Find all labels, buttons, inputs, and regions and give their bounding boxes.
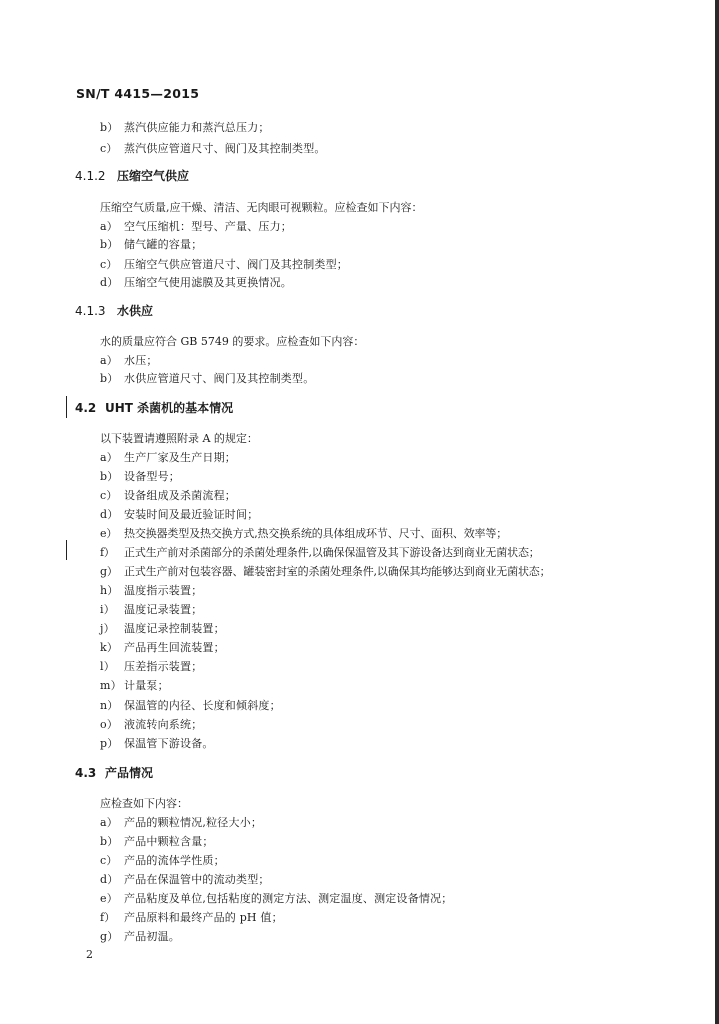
list-item [100,601,202,617]
list-item [100,890,453,906]
list-item [100,256,348,272]
item-marker: b） [100,470,119,483]
list-item [100,544,540,560]
list-item [100,140,326,156]
doc-header: SN/T 4415—2015 [76,86,200,101]
page-number: 2 [86,948,93,961]
list-item [100,506,258,522]
item-marker: d） [100,873,119,886]
item-marker: m） [100,679,122,692]
list-item [100,639,225,655]
list-item [100,352,158,368]
list-item [100,525,507,541]
section-heading-4-2 [75,399,233,416]
item-marker: a） [100,451,118,464]
list-item [100,236,202,252]
item-text: 压缩空气使用滤膜及其更换情况。 [124,276,292,289]
item-text: 产品原料和最终产品的 pH 值； [124,911,283,924]
item-text: 正式生产前对包装容器、罐装密封室的杀菌处理条件,以确保其均能够达到商业无菌状态； [124,565,551,578]
item-marker: l） [100,660,115,673]
change-bar [66,540,67,560]
section-heading-4-1-2 [75,167,189,184]
section-intro: 以下装置请遵照附录 A 的规定： [100,432,258,445]
section-number: 4.1.2 [75,169,106,183]
section-heading-4-1-3 [75,302,153,319]
list-item [100,274,292,290]
list-item [100,833,214,849]
item-text: 水供应管道尺寸、阀门及其控制类型。 [124,372,315,385]
section-intro: 水的质量应符合 GB 5749 的要求。应检查如下内容： [100,335,365,348]
list-item [100,735,214,751]
list-item [100,928,180,944]
item-marker: b） [100,372,119,385]
item-marker: e） [100,527,118,540]
item-text: 温度记录装置； [124,603,203,616]
item-marker: f） [100,546,115,559]
change-bar [66,396,67,418]
item-marker: k） [100,641,119,654]
list-item [100,852,225,868]
list-item [100,658,202,674]
section-number: 4.2 [75,401,97,415]
item-text: 设备组成及杀菌流程； [124,489,236,502]
section-number: 4.1.3 [75,304,106,318]
item-marker: o） [100,718,119,731]
item-text: 温度记录控制装置； [124,622,225,635]
list-item [100,716,202,732]
item-marker: i） [100,603,115,616]
list-item [100,582,202,598]
list-item [100,487,236,503]
section-intro: 应检查如下内容： [100,797,188,810]
item-text: 安装时间及最近验证时间； [124,508,259,521]
item-text: 水压； [124,354,158,367]
item-text: 产品再生回流装置； [124,641,225,654]
section-title: 水供应 [117,304,154,318]
item-marker: b） [100,238,119,251]
item-marker: a） [100,220,118,233]
item-text: 保温管的内径、长度和倾斜度； [124,699,281,712]
item-text: 计量泵； [124,679,169,692]
section-intro: 压缩空气质量,应干燥、清洁、无肉眼可视颗粒。应检查如下内容： [100,201,423,214]
section-number: 4.3 [75,766,97,780]
item-text: 设备型号； [124,470,180,483]
item-text: 正式生产前对杀菌部分的杀菌处理条件,以确保保温管及其下游设备达到商业无菌状态； [124,546,540,559]
item-marker: a） [100,354,118,367]
item-marker: d） [100,508,119,521]
item-marker: g） [100,930,119,943]
item-text: 产品的颗粒情况,粒径大小； [124,816,263,829]
item-marker: b） [100,835,119,848]
item-text: 产品初温。 [124,930,180,943]
list-item [100,909,283,925]
item-marker: c） [100,258,118,271]
item-marker: p） [100,737,119,750]
scan-edge [715,0,719,1024]
item-text: 蒸汽供应管道尺寸、阀门及其控制类型。 [124,142,326,155]
list-item [100,119,270,135]
item-text: 压缩空气供应管道尺寸、阀门及其控制类型； [124,258,348,271]
item-text: 生产厂家及生产日期； [124,451,236,464]
list-item [100,449,236,465]
item-text: 蒸汽供应能力和蒸汽总压力； [124,121,270,134]
item-text: 保温管下游设备。 [124,737,214,750]
list-item [100,620,225,636]
section-heading-4-3 [75,764,153,781]
section-title: 产品情况 [105,766,154,780]
item-text: 产品粘度及单位,包括粘度的测定方法、测定温度、测定设备情况； [124,892,453,905]
item-marker: b） [100,121,119,134]
item-marker: d） [100,276,119,289]
item-text: 液流转向系统； [124,718,203,731]
item-marker: g） [100,565,118,578]
item-text: 热交换器类型及热交换方式,热交换系统的具体组成环节、尺寸、面积、效率等； [124,527,508,540]
item-marker: c） [100,142,118,155]
list-item [100,370,314,386]
item-text: 储气罐的容量； [124,238,203,251]
list-item [100,814,262,830]
item-text: 压差指示装置； [124,660,203,673]
section-title: 压缩空气供应 [117,169,190,183]
item-text: 产品的流体学性质； [124,854,225,867]
item-marker: c） [100,489,118,502]
list-item [100,697,281,713]
item-text: 空气压缩机：型号、产量、压力； [124,220,292,233]
item-marker: h） [100,584,119,597]
item-text: 温度指示装置； [124,584,203,597]
list-item [100,468,180,484]
list-item [100,218,292,234]
item-marker: n） [100,699,119,712]
list-item [100,677,169,693]
item-marker: f） [100,911,116,924]
item-text: 产品中颗粒含量； [124,835,214,848]
item-marker: e） [100,892,118,905]
item-text: 产品在保温管中的流动类型； [124,873,270,886]
list-item [100,563,551,579]
item-marker: j） [100,622,115,635]
item-marker: c） [100,854,118,867]
item-marker: a） [100,816,118,829]
list-item [100,871,270,887]
section-title: UHT 杀菌机的基本情况 [105,401,234,415]
